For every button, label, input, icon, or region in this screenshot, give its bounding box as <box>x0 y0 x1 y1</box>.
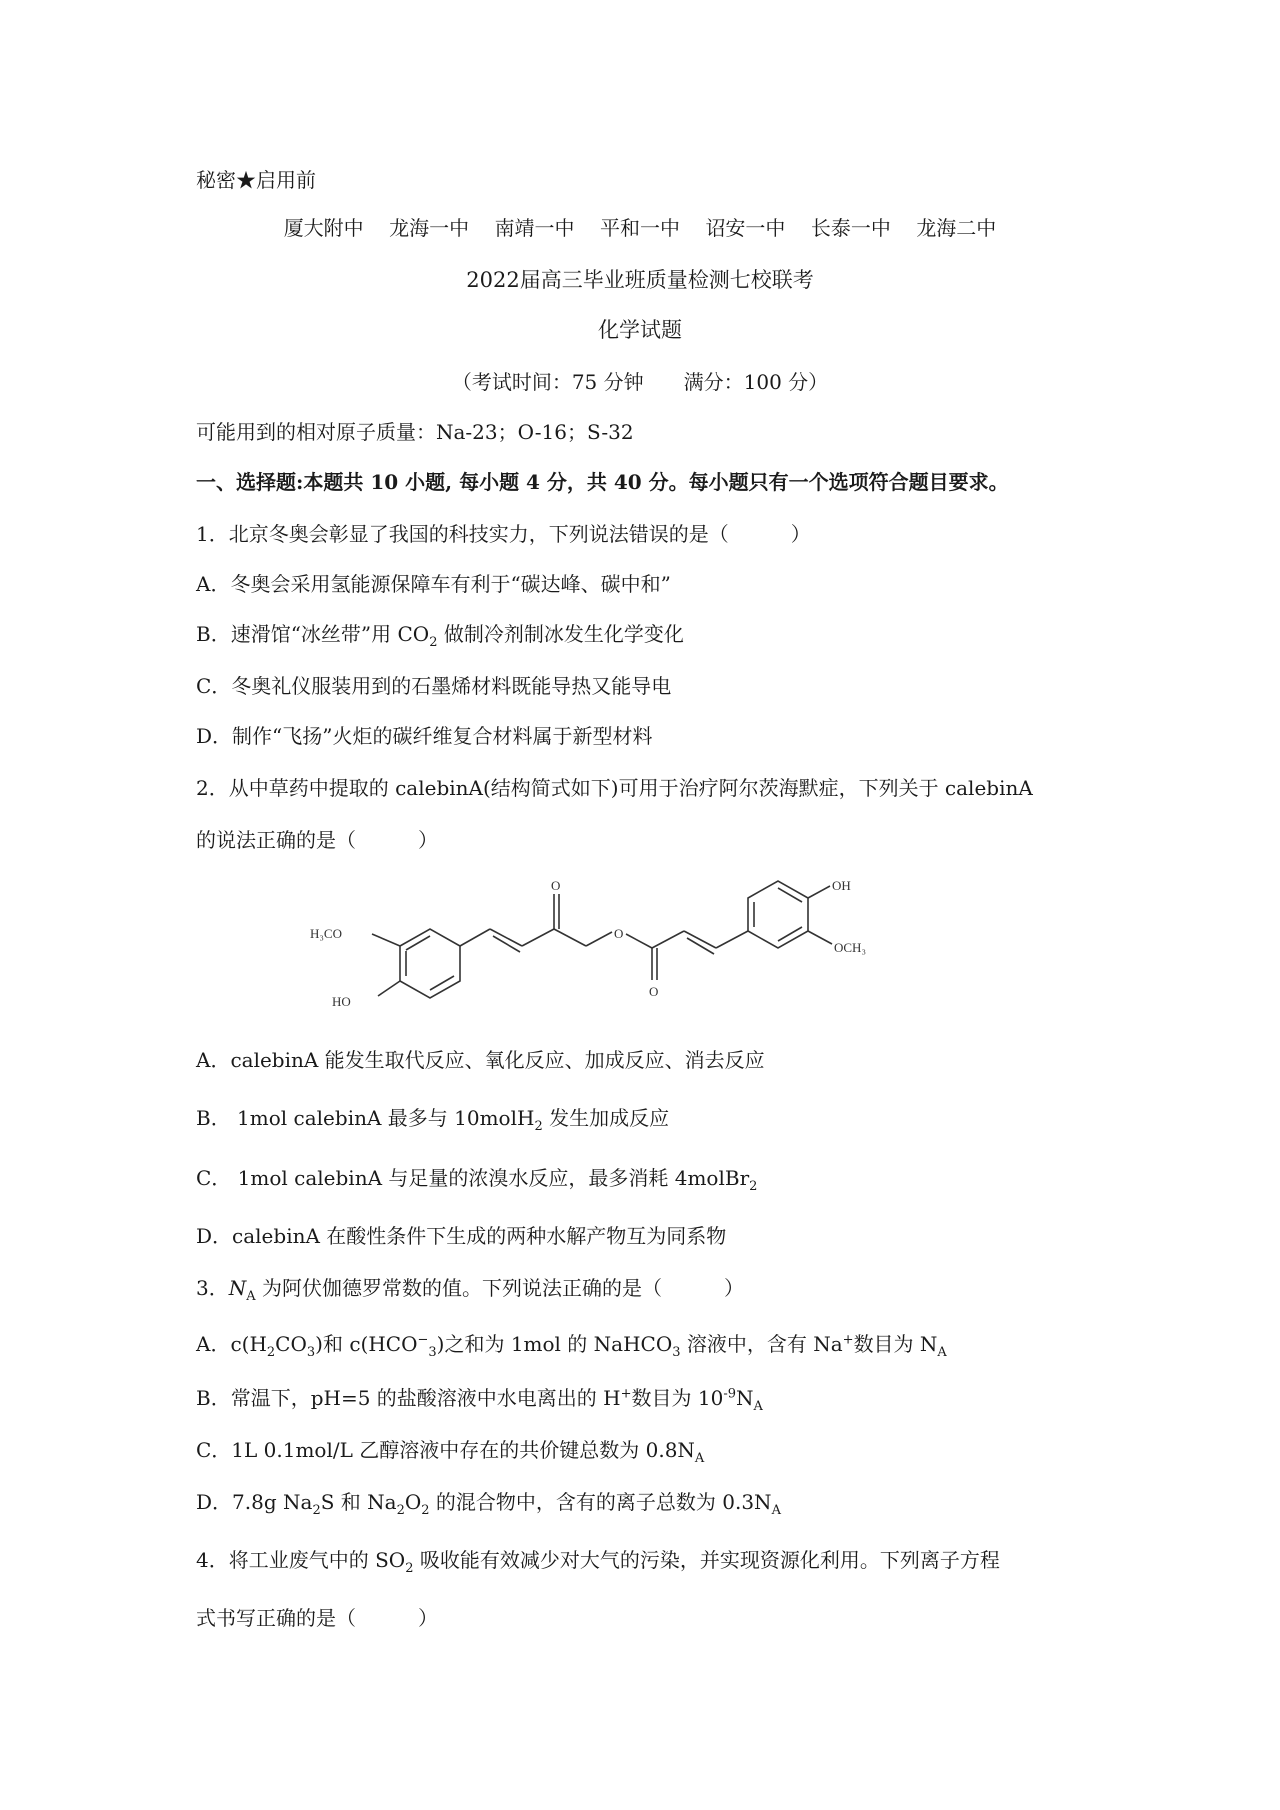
subject-title: 化学试题 <box>598 318 682 342</box>
ketone-oxygen-label: O <box>551 878 561 893</box>
question-1-stem <box>196 520 811 548</box>
left-methoxy-label: H₃CO <box>310 926 342 941</box>
school-name: 诏安一中 <box>705 216 786 240</box>
school-name: 龙海一中 <box>389 216 470 240</box>
question-1-text: 1．北京冬奥会彰显了我国的科技实力，下列说法错误的是（ <box>196 522 729 546</box>
question-2-option-c <box>196 1164 757 1192</box>
option-text: C． 1mol calebinA 与足量的浓溴水反应，最多消耗 4molBr <box>196 1166 750 1190</box>
subscript: 3 <box>672 1345 681 1360</box>
question-4-stem-line2 <box>196 1604 438 1632</box>
superscript: -9 <box>723 1386 736 1402</box>
left-hydroxy-label: HO <box>332 994 351 1009</box>
subscript: 2 <box>266 1345 276 1360</box>
exam-title: 2022届高三毕业班质量检测七校联考 <box>466 268 814 292</box>
left-benzene-ring <box>400 929 460 998</box>
answer-paren-close: ） <box>418 828 438 852</box>
option-text: 溶液中，含有 Na <box>680 1332 843 1356</box>
option-text: B．常温下，pH=5 的盐酸溶液中水电离出的 H <box>196 1386 621 1410</box>
question-1-option-d: D．制作“飞扬”火炬的碳纤维复合材料属于新型材料 <box>196 724 653 748</box>
right-benzene-ring <box>748 881 808 948</box>
school-list <box>0 214 1280 242</box>
school-name: 南靖一中 <box>494 216 575 240</box>
question-3-option-d <box>196 1488 781 1516</box>
subscript: 2 <box>429 635 438 650</box>
option-text: D．7.8g Na <box>196 1490 313 1514</box>
answer-paren-close: ） <box>790 522 811 546</box>
question-4-text: 4．将工业废气中的 SO <box>196 1548 406 1572</box>
school-name: 龙海二中 <box>916 216 997 240</box>
question-number: 3． <box>196 1276 229 1300</box>
option-text: N <box>735 1386 754 1410</box>
answer-paren-close: ） <box>723 1276 744 1300</box>
carbonyl-oxygen-label: O <box>649 984 659 999</box>
subscript: 2 <box>405 1561 414 1576</box>
option-text: )之和为 1mol 的 NaHCO <box>436 1332 673 1356</box>
question-1-option-a: A．冬奥会采用氢能源保障车有利于“碳达峰、碳中和” <box>196 572 671 596</box>
school-name: 平和一中 <box>600 216 680 240</box>
option-text: 做制冷剂制冰发生化学变化 <box>437 622 684 646</box>
question-3-option-a <box>196 1330 947 1358</box>
school-name: 长泰一中 <box>810 216 891 240</box>
option-text: 的混合物中，含有的离子总数为 0.3N <box>429 1490 772 1514</box>
avogadro-symbol: N <box>228 1276 247 1300</box>
right-hydroxy-label: OH <box>832 878 851 893</box>
subscript: 2 <box>421 1503 430 1518</box>
option-text: B．速滑馆“冰丝带”用 CO <box>196 622 430 646</box>
question-3-option-b <box>196 1384 763 1412</box>
question-2-stem-line2 <box>196 826 438 854</box>
subscript: 2 <box>312 1503 321 1518</box>
option-text: 数目为 10 <box>631 1386 724 1410</box>
right-methoxy-label: OCH₃ <box>834 940 866 955</box>
confidential-mark: 秘密★启用前 <box>196 168 316 192</box>
question-4-text: 式书写正确的是（ <box>196 1606 356 1630</box>
subscript: A <box>937 1345 947 1360</box>
superscript: + <box>620 1386 632 1402</box>
subscript: A <box>753 1399 763 1414</box>
subscript: A <box>694 1451 705 1466</box>
subscript: A <box>246 1289 256 1304</box>
subscript: 3 <box>306 1345 316 1360</box>
question-3-text: 为阿伏伽德罗常数的值。下列说法正确的是（ <box>255 1276 662 1300</box>
question-2-stem-line1: 2．从中草药中提取的 calebinA(结构简式如下)可用于治疗阿尔茨海默症，下列关于 calebinA <box>196 776 1033 800</box>
question-4-text: 吸收能有效减少对大气的污染，并实现资源化利用。下列离子方程 <box>413 1548 1000 1572</box>
calebinA-structure <box>300 876 1020 1036</box>
question-2-text: 的说法正确的是（ <box>196 828 356 852</box>
question-1-option-c: C．冬奥礼仪服装用到的石墨烯材料既能导热又能导电 <box>196 674 672 698</box>
subscript: A <box>771 1503 781 1518</box>
question-2-option-a: A．calebinA 能发生取代反应、氧化反应、加成反应、消去反应 <box>196 1048 765 1072</box>
subscript: 2 <box>749 1179 758 1194</box>
question-4-stem-line1 <box>196 1546 1000 1574</box>
superscript: − <box>417 1332 429 1348</box>
school-name: 厦大附中 <box>283 216 364 240</box>
answer-paren-close: ） <box>418 1606 438 1630</box>
option-text: CO <box>275 1332 307 1356</box>
option-text: C．1L 0.1mol/L 乙醇溶液中存在的共价键总数为 0.8N <box>196 1438 695 1462</box>
ester-oxygen-label: O <box>614 926 624 941</box>
subscript: 2 <box>534 1119 543 1134</box>
option-text: 发生加成反应 <box>542 1106 670 1130</box>
exam-info: （考试时间：75 分钟 满分：100 分） <box>451 370 829 394</box>
question-3-option-c <box>196 1436 704 1464</box>
subscript: 2 <box>396 1503 405 1518</box>
option-text: 数目为 N <box>853 1332 938 1356</box>
question-1-option-b <box>196 620 684 648</box>
option-text: )和 c(HCO <box>315 1332 418 1356</box>
question-2-option-b <box>196 1104 669 1132</box>
superscript: + <box>842 1332 854 1348</box>
option-text: S 和 Na <box>320 1490 397 1514</box>
section-heading: 一、选择题:本题共 10 小题, 每小题 4 分，共 40 分。每小题只有一个选项符合题目要求。 <box>196 470 1009 494</box>
option-text: B． 1mol calebinA 最多与 10molH <box>196 1106 535 1130</box>
question-2-option-d: D．calebinA 在酸性条件下生成的两种水解产物互为同系物 <box>196 1224 727 1248</box>
option-text: O <box>404 1490 422 1514</box>
question-3-stem <box>196 1274 744 1302</box>
option-text: A．c(H <box>196 1332 267 1356</box>
subscript: 3 <box>428 1345 437 1360</box>
atomic-masses: 可能用到的相对原子质量：Na-23；O-16；S-32 <box>196 420 634 444</box>
